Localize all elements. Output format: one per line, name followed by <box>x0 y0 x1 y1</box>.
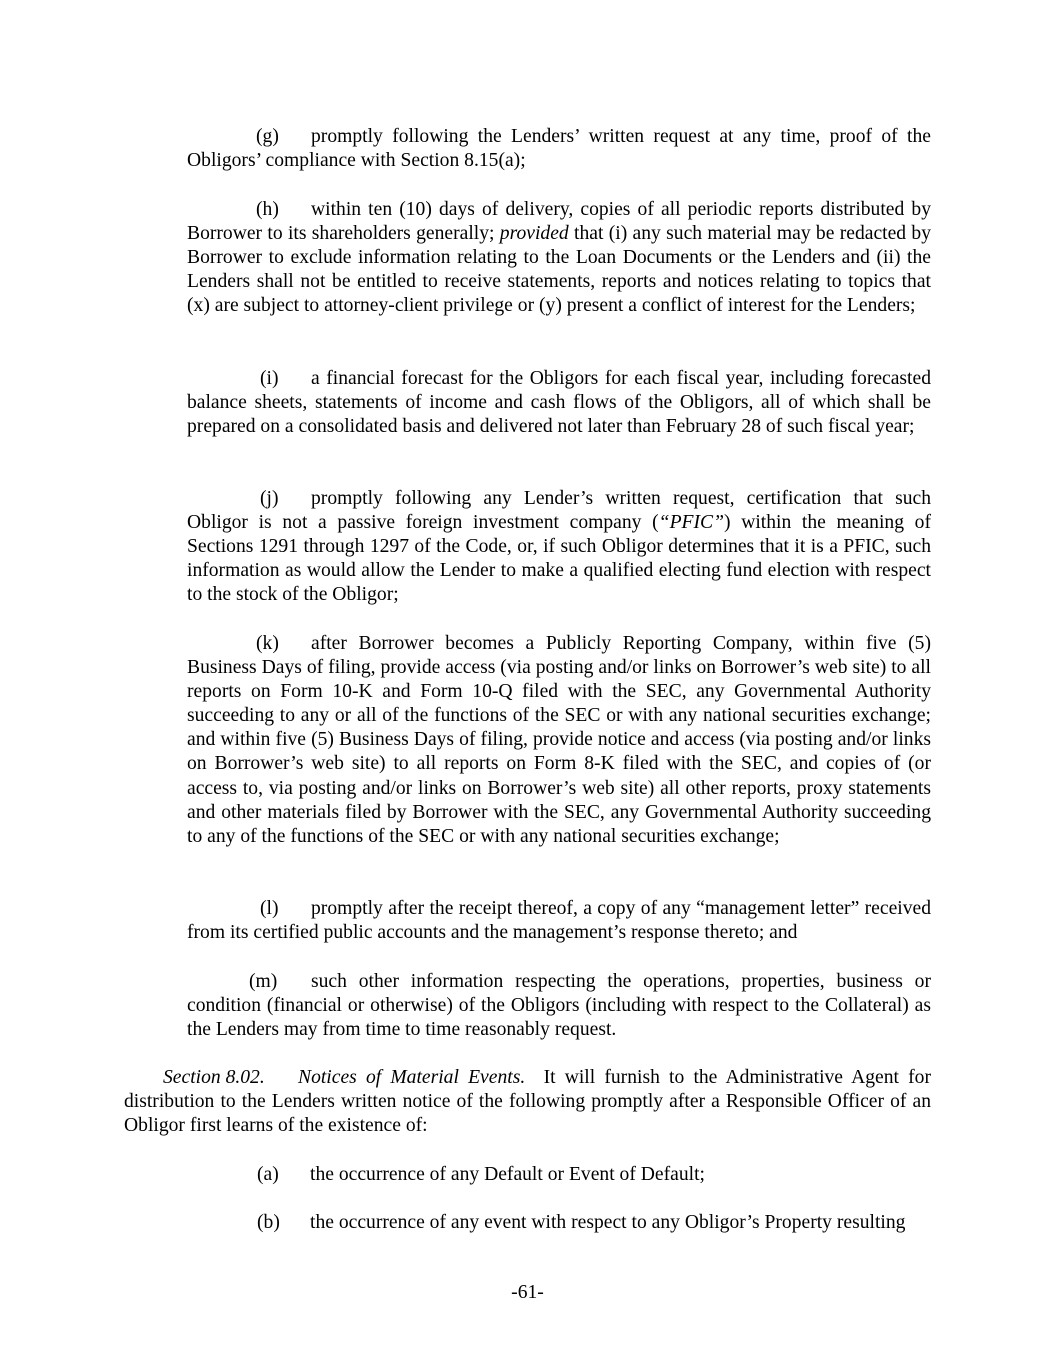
clause-h-text-1: within ten (10) days of delivery, copies of all periodic reports distributed by Borrower to its shareholders generally; <box>187 199 931 245</box>
clause-h-provided: provided <box>499 223 569 245</box>
clause-i-text: a financial forecast for the Obligors for each fiscal year, including forecasted balance sheets, statements of income and cash flows of the Obligors, all of which shall be prepared on a consolidated basis and delivered not later than February 28 of such fiscal year; <box>187 368 931 438</box>
clause-h-text-2: that (i) any such material may be redacted by Borrower to exclude information relating to the Loan Documents or the Lenders and (ii) the Lenders shall not be entitled to receive statements, reports and notices relating to topics that (x) are subject to attorney-client privilege or (y) present a conflict of interest for the Lenders; <box>187 223 931 317</box>
clause-k-text: after Borrower becomes a Publicly Reporting Company, within five (5) Business Days of filing, provide access (via posting and/or links on Borrower’s web site) to all reports on Form 10-K and Form 10-Q filed with the SEC, any Governmental Authority succeeding to any or all of the functions of the SEC or with any national securities exchange; and within five (5) Business Days of filing, provide notice and access (via posting and/or links on Borrower’s web site) to all reports on Form 8-K filed with the SEC, and copies of (or access to, via posting and/or links on Borrower’s web site) all other reports, proxy statements and other materials filed by Borrower with the SEC, any Governmental Authority succeeding to any of the functions of the SEC or with any national securities exchange; <box>187 633 931 847</box>
section-number: Section 8.02. <box>163 1067 265 1088</box>
notice-a-label: (a) <box>257 1164 279 1185</box>
clause-j-text-2: ) within the meaning of Sections 1291 through 1297 of the Code, or, if such Obligor determines that it is a PFIC, such information as would allow the Lender to make a qualified electing fund election with respect to the stock of the Obligor; <box>187 512 931 606</box>
clause-k <box>187 632 931 849</box>
page-number: -61- <box>511 1282 544 1303</box>
clause-m-label: (m) <box>249 971 278 992</box>
notice-a <box>257 1163 933 1187</box>
clause-j <box>187 487 931 607</box>
clause-g-label: (g) <box>256 126 279 147</box>
clause-j-text-1: promptly following any Lender’s written request, certification that such Obligor is not a passive foreign investment company ( <box>187 488 931 534</box>
section-text: It will furnish to the Administrative Agent for distribution to the Lenders written notice of the following promptly after a Responsible Officer of an Obligor first learns of the existence of: <box>124 1067 931 1137</box>
clause-l-text: promptly after the receipt thereof, a copy of any “management letter” received from its certified public accounts and the management’s response thereto; and <box>187 898 931 944</box>
notice-a-text: the occurrence of any Default or Event of Default; <box>310 1164 705 1185</box>
clause-g-text: promptly following the Lenders’ written request at any time, proof of the Obligors’ compliance with Section 8.15(a); <box>187 126 931 172</box>
notice-b <box>257 1211 933 1235</box>
clause-g <box>187 125 931 173</box>
clause-j-label: (j) <box>260 488 279 509</box>
clause-l-label: (l) <box>260 898 279 919</box>
clause-j-pfic: “PFIC” <box>658 512 724 534</box>
clause-h-label: (h) <box>256 199 279 220</box>
notice-b-label: (b) <box>257 1212 280 1233</box>
clause-m-text: such other information respecting the operations, properties, business or condition (financial or otherwise) of the Obligors (including with respect to the Collateral) as the Lenders may from time to time reasonably request. <box>187 971 931 1041</box>
clause-m <box>187 970 931 1042</box>
clause-i <box>187 367 931 439</box>
clause-k-label: (k) <box>256 633 279 654</box>
section-8-02 <box>124 1066 931 1138</box>
section-title: Notices of Material Events. <box>298 1067 526 1088</box>
clause-l <box>187 897 931 945</box>
clause-i-label: (i) <box>260 368 279 389</box>
clause-h <box>187 198 931 318</box>
notice-b-text: the occurrence of any event with respect to any Obligor’s Property resulting <box>310 1212 906 1233</box>
